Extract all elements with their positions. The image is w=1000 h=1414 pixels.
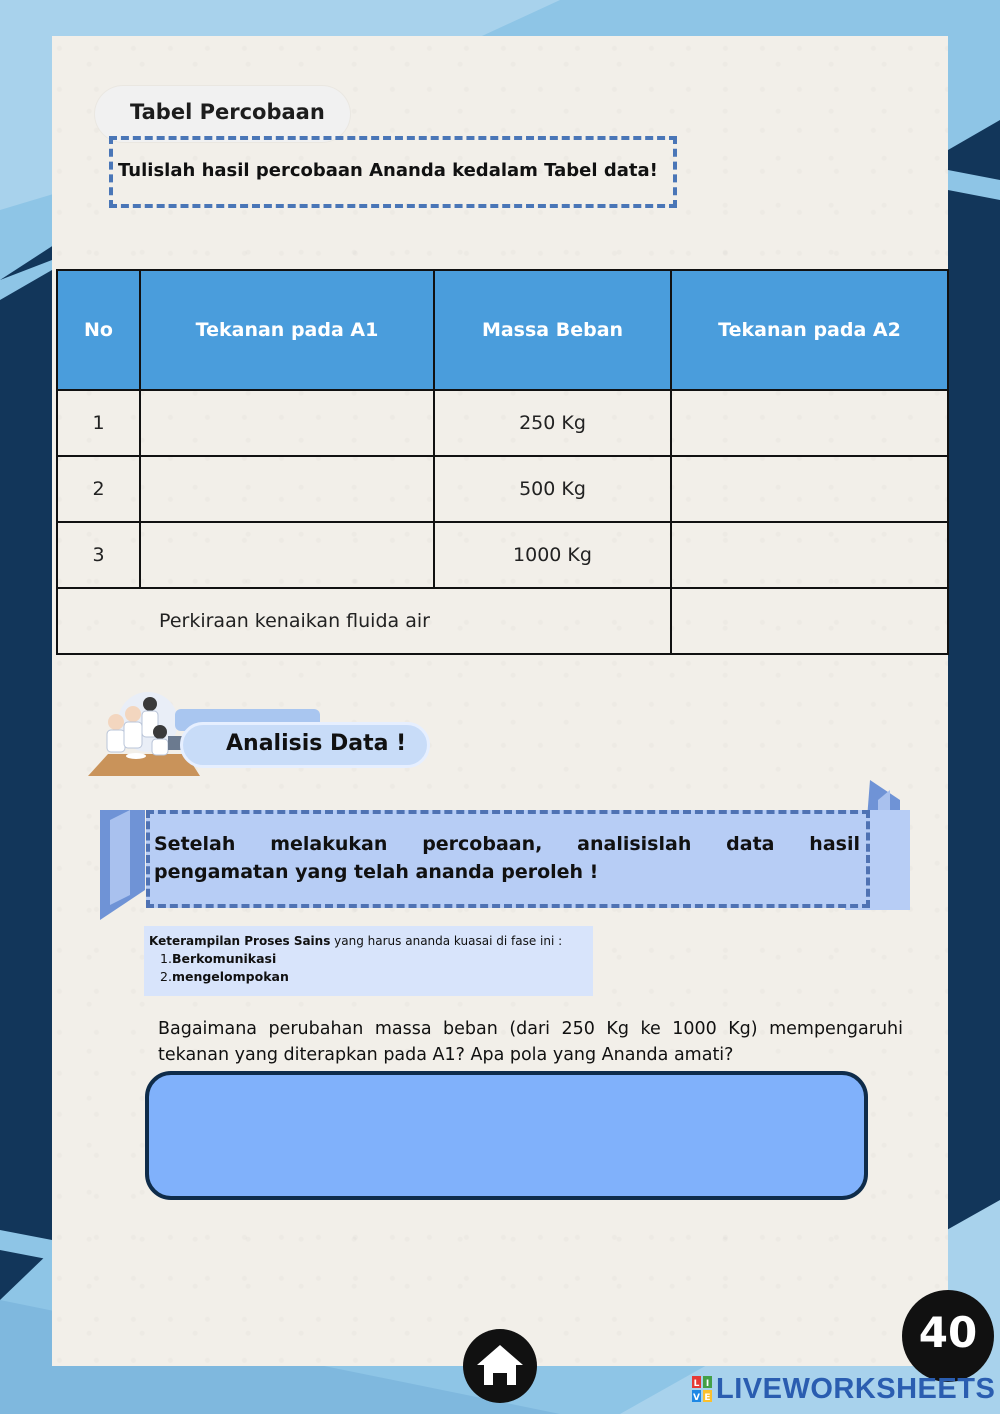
list-item bbox=[160, 950, 289, 968]
cell-mass: 250 Kg bbox=[434, 390, 671, 456]
footer-label: Perkiraan kenaikan fluida air bbox=[57, 588, 671, 654]
cell-pressure-a2-input[interactable] bbox=[671, 456, 948, 522]
cell-pressure-a1-input[interactable] bbox=[140, 456, 434, 522]
table-header-row bbox=[57, 270, 948, 390]
analysis-title: Analisis Data ! bbox=[226, 731, 407, 756]
skill-label: mengelompokan bbox=[171, 969, 289, 984]
header-pressure-a1: Tekanan pada A1 bbox=[140, 270, 434, 390]
cell-no: 1 bbox=[57, 390, 140, 456]
table-footer-row bbox=[57, 588, 948, 654]
list-item bbox=[160, 968, 289, 986]
skills-heading-rest: yang harus ananda kuasai di fase ini : bbox=[330, 934, 563, 948]
header-load-mass: Massa Beban bbox=[434, 270, 671, 390]
instruction-text: Tulislah hasil percobaan Ananda kedalam Tabel data! bbox=[118, 160, 658, 181]
brand-name: LIVEWORKSHEETS bbox=[716, 1373, 996, 1405]
cell-no: 3 bbox=[57, 522, 140, 588]
liveworksheets-logo-icon bbox=[692, 1376, 712, 1402]
home-icon bbox=[463, 1329, 537, 1403]
question-text: Bagaimana perubahan massa beban (dari 250 Kg ke 1000 Kg) mempengaruhi tekanan yang diterapkan pada A1? Apa pola yang Ananda amati? bbox=[158, 1019, 903, 1065]
skills-heading-bold: Keterampilan Proses Sains bbox=[149, 934, 331, 948]
experiment-table bbox=[56, 269, 949, 655]
table-row bbox=[57, 390, 948, 456]
fluid-rise-input[interactable] bbox=[671, 588, 948, 654]
home-button[interactable] bbox=[463, 1329, 537, 1403]
skill-number: 2. bbox=[160, 969, 172, 984]
header-pressure-a2: Tekanan pada A2 bbox=[671, 270, 948, 390]
section-title: Tabel Percobaan bbox=[130, 100, 325, 124]
cell-pressure-a2-input[interactable] bbox=[671, 522, 948, 588]
brand-badge-letter: E bbox=[704, 1393, 711, 1402]
skills-heading bbox=[149, 934, 562, 948]
cell-pressure-a1-input[interactable] bbox=[140, 390, 434, 456]
table-row bbox=[57, 522, 948, 588]
brand-badge-letter: V bbox=[693, 1393, 700, 1402]
analysis-prompt: Setelah melakukan percobaan, analisislah data hasil pengamatan yang telah ananda peroleh ! bbox=[154, 833, 860, 883]
cell-mass: 1000 Kg bbox=[434, 522, 671, 588]
skill-number: 1. bbox=[160, 951, 172, 966]
table-row bbox=[57, 456, 948, 522]
cell-pressure-a2-input[interactable] bbox=[671, 390, 948, 456]
page-number: 40 bbox=[918, 1308, 978, 1357]
cell-pressure-a1-input[interactable] bbox=[140, 522, 434, 588]
header-no: No bbox=[57, 270, 140, 390]
skill-label: Berkomunikasi bbox=[171, 951, 277, 966]
brand-badge-letter: I bbox=[705, 1379, 710, 1389]
skills-list bbox=[160, 950, 289, 986]
answer-input[interactable] bbox=[145, 1071, 868, 1200]
cell-mass: 500 Kg bbox=[434, 456, 671, 522]
cell-no: 2 bbox=[57, 456, 140, 522]
brand-badge-letter: L bbox=[693, 1379, 700, 1389]
